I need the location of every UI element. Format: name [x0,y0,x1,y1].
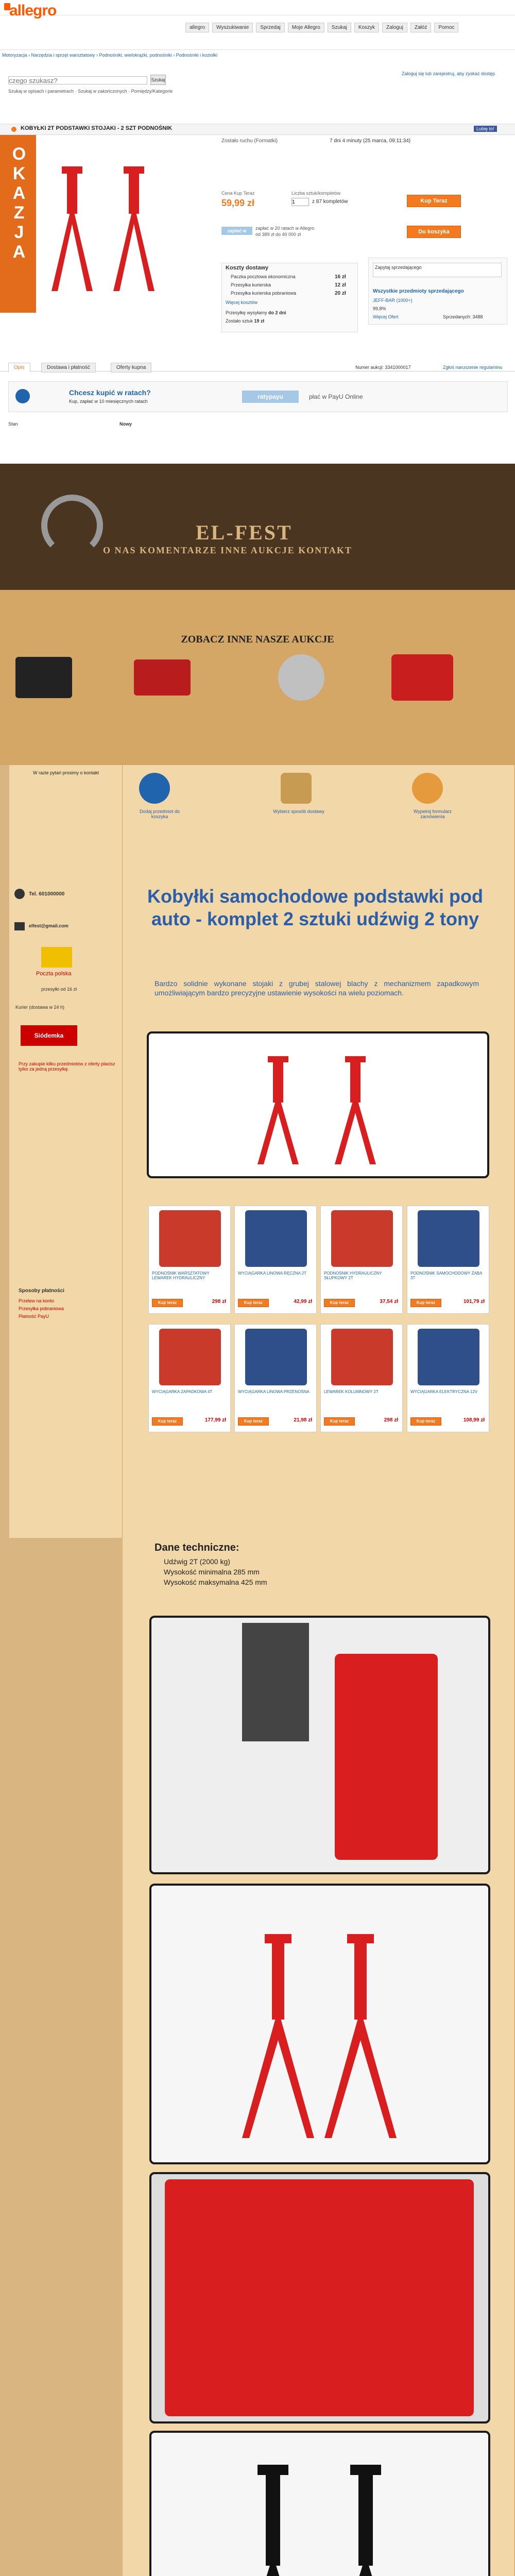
product-buy-button[interactable]: Kup teraz [152,1417,183,1426]
nav-help[interactable]: Pomoc [434,23,458,32]
product-card[interactable] [407,1206,489,1314]
payment-2: Przesyłka pobraniowa [19,1306,64,1311]
banner-title: EL-FEST [196,521,293,544]
search-options: Szukaj w opisach i parametrach · Szukaj w zakończonych · Pomiędzy/Kategorie [8,89,173,94]
poczta-note: przesyłki od 16 zł [41,987,77,992]
promo-sub: Kup, zapłać w 10 miesięcznych ratach [69,399,148,404]
banner-menu[interactable]: O NAS KOMENTARZE INNE AUKCJE KONTAKT [103,545,352,555]
product-image[interactable] [245,1329,307,1385]
search-opt2[interactable]: Szukaj w zakończonych [78,89,127,94]
seller-name[interactable]: JEFF-BAR (1000+) [373,298,413,303]
offer-dot-icon [11,127,16,132]
product-image[interactable] [418,1329,479,1385]
cart-step-icon [139,773,170,804]
product-image[interactable] [418,1210,479,1267]
jack-image[interactable] [134,659,191,696]
product-image[interactable] [331,1329,393,1385]
main-product-image[interactable] [41,142,170,296]
tech-title: Dane techniczne: [154,1542,239,1553]
step-2: Wybierz sposób dostawy [273,809,324,814]
product-buy-button[interactable]: Kup teraz [324,1417,355,1426]
like-button[interactable]: Lubię to! [474,126,497,132]
top-navigation [185,23,458,32]
time-left-note: Zostało ruchu (Formatki) [221,138,278,144]
polisher-image[interactable] [278,654,324,701]
tech-3: Wysokość maksymalna 425 mm [164,1578,267,1586]
shipping-price: 20 zł [335,291,346,296]
delivery-note [226,310,286,315]
product-buy-button[interactable]: Kup teraz [324,1299,355,1307]
nav-search2[interactable]: Szukaj [328,23,351,32]
shipping-notes: Przy zakupie kilku przedmiotów z oferty płacisz tylko za jedną przesyłkę. [19,1061,115,1072]
shipping-title: Koszty dostawy [226,265,269,271]
installments2: od 389 zł do 40 000 zł [255,232,301,237]
form-step-icon [412,773,443,804]
product-card[interactable] [148,1206,231,1314]
shipping-row [231,274,296,279]
product-card[interactable] [148,1324,231,1432]
okazja-label: OKAZJA [12,144,26,262]
tech-2: Wysokość minimalna 285 mm [164,1568,260,1576]
headline: Kobyłki samochodowe podstawki pod auto - komplet 2 sztuki udźwig 2 tony [147,886,484,929]
product-name[interactable]: PODNOŚNIK HYDRAULICZNY SŁUPKOWY 2T [324,1271,382,1280]
product-price: 177,99 zł [204,1417,226,1423]
nav-allegro[interactable]: allegro [185,23,209,32]
search-opt3[interactable]: Pomiędzy/Kategorie [131,89,173,94]
search-input[interactable] [8,76,147,84]
ratypayu-logo: ratypayu [242,391,299,403]
param-label: Stan [8,421,18,427]
product-card[interactable] [320,1206,403,1314]
offer-title: KOBYŁKI 2T PODSTAWKI STOJAKI - 2 SZT PODNOŚNIK [21,125,173,131]
seller-stock [226,318,264,324]
product-price: 37,54 zł [380,1299,398,1304]
product-buy-button[interactable]: Kup teraz [410,1417,441,1426]
phone-icon [14,889,25,899]
price-value: 59,99 zł [221,198,255,208]
add-to-cart-button[interactable]: Do koszyka [407,226,461,238]
product-price: 21,98 zł [294,1417,312,1423]
shipping-more-link[interactable]: Więcej kosztów [226,300,258,305]
login-note[interactable]: Zaloguj się lub zarejestruj, aby zyskać dostęp [402,71,495,76]
payment-1: Przelew na konto [19,1298,55,1303]
tab-delivery[interactable]: Dostawa i płatność [41,363,96,372]
charger-image[interactable] [391,654,453,701]
intro-text: Bardzo solidnie wykonane stojaki z grubej stalowej blachy z mechanizmem zapadkowym umożliwiającym bardzo precyzyjne ustawienie wysokości na wielu poziomach. [154,979,479,997]
promo-title: Chcesz kupić w ratach? [69,388,151,397]
qty-unit: z 87 kompletów [312,199,348,205]
product-price: 101,79 zł [463,1299,485,1304]
left-sidebar [9,765,123,1538]
poczta-polska-logo [41,947,72,968]
report-link[interactable]: Zgłoś naruszenie regulaminu [443,365,503,370]
product-price: 298 zł [212,1299,226,1304]
product-card[interactable] [320,1324,403,1432]
shipping-price: 16 zł [335,274,346,280]
top-header [0,0,515,15]
horseshoe-icon [41,495,103,556]
step-1: Dodaj przedmiot do koszyka [139,809,180,819]
promo-line: płać w PayU Online [309,393,363,400]
ask-seller-box[interactable]: Zapytaj sprzedającego [373,263,502,277]
tab-offers[interactable]: Oferty kupna [111,363,151,372]
auctions-title[interactable]: ZOBACZ INNE NASZE AUKCJE [181,634,334,645]
product-buy-button[interactable]: Kup teraz [410,1299,441,1307]
stock-count: 19 zł [254,318,265,324]
poczta-label: Poczta polska [36,971,72,977]
siodemka-logo: Siódemka [21,1025,77,1046]
divider [0,49,515,50]
seller-items-link[interactable]: Wszystkie przedmioty sprzedającego [373,289,464,294]
breadcrumb[interactable]: Motoryzacja › Narzędzia i sprzęt warsztatowy › Podnośniki, wielokrążki, podnośniki › Podnośniki i koziołki [2,53,218,58]
product-name[interactable]: WYCIĄGARKA LINOWA RĘCZNA 2T [238,1271,307,1276]
qty-input[interactable] [291,198,309,206]
other-offers-link[interactable]: Więcej Ofert [373,314,399,319]
shipping-name: Paczka pocztowa ekonomiczna [231,274,296,279]
payu-logo: zapłać w PayU [221,227,252,235]
delivery-label: Przesyłkę wysyłamy [226,310,267,315]
contact-title: W razie pytań prosimy o kontakt [32,770,99,775]
nav-cart[interactable]: Koszyk [354,23,379,32]
nav-login[interactable]: Zaloguj [382,23,407,32]
phone[interactable]: Tel. 601000000 [29,891,65,897]
product-price: 42,99 zł [294,1299,312,1304]
seller-rating: 99,8% [373,306,386,311]
product-buy-button[interactable]: Kup teraz [238,1417,269,1426]
toolset-image[interactable] [15,657,72,698]
product-buy-button[interactable]: Kup teraz [152,1299,183,1307]
promo-umbrella-icon [15,389,30,403]
shipping-name: Przesyłka kurierska [231,282,271,287]
email[interactable]: elfest@gmail.com [29,923,68,928]
jack-detail-image [165,2179,474,2416]
payment-3: Płatność PayU [19,1314,49,1319]
product-buy-button[interactable]: Kup teraz [238,1299,269,1307]
step-3: Wypełnij formularz zamówienia [414,809,452,819]
nav-search[interactable]: Wyszukiwanie [212,23,253,32]
jack-closeup-image [335,1654,438,1860]
qty-label: Liczba sztuk/kompletów [291,191,341,196]
installments[interactable]: zapłać w 20 ratach w Allegro [255,226,315,231]
product-image[interactable] [331,1210,393,1267]
product-image[interactable] [245,1210,307,1267]
ratchet-closeup-image [242,1623,309,1741]
box-step-icon [281,773,312,804]
product-card[interactable] [407,1324,489,1432]
param-value: Nowy [119,421,132,427]
product-name[interactable]: WYCIĄGARKA ZAPADKOWA 4T [152,1389,213,1394]
search-button[interactable]: Szukaj [150,75,166,85]
product-price: 298 zł [384,1417,398,1423]
tab-description[interactable]: Opis [8,363,30,372]
search-opt1[interactable]: Szukaj w opisach i parametrach [8,89,74,94]
mail-icon [14,922,25,930]
shipping-name: Przesyłka kurierska pobraniowa [231,291,297,296]
auction-number: Numer aukcji: 3341000017 [355,365,411,370]
product-photo-2[interactable] [149,1616,490,1874]
courier-label: Kurier (dostawa w 24 h) [15,1005,65,1010]
product-name[interactable]: WYCIĄGARKA LINOWA PRZENOŚNA [238,1389,310,1394]
jack-photo-3 [232,1906,407,2143]
shipping-price: 12 zł [335,282,346,288]
product-card[interactable] [234,1206,317,1314]
price-label: Cena Kup Teraz [221,191,255,196]
delivery-days: do 2 dni [268,310,286,315]
product-image[interactable] [159,1329,221,1385]
product-name[interactable]: WYCIĄGARKA ELEKTRYCZNA 12V [410,1389,478,1394]
product-card[interactable] [234,1324,317,1432]
allegro-logo[interactable]: allegro [9,2,57,19]
product-name[interactable]: PODNOŚNIK SAMOCHODOWY ŻABA 3T [410,1271,482,1280]
nav-my-allegro[interactable]: Moje Allegro [288,23,324,32]
nav-sell[interactable]: Sprzedaj [256,23,284,32]
buy-now-button[interactable]: Kup Teraz [407,195,461,207]
payments-title: Sposoby płatności [19,1288,64,1294]
jack-photo-5 [221,2452,417,2576]
sold-count: Sprzedanych: 3488 [443,314,483,319]
product-name[interactable]: PODNOŚNIK WARSZTATOWY LEWAREK HYDRAULICZNY [152,1271,210,1280]
stock-label: Zostało sztuk [226,318,253,324]
jack-photo-1 [242,1046,397,1170]
product-image[interactable] [159,1210,221,1267]
nav-register[interactable]: Załóż [410,23,431,32]
product-price: 108,99 zł [463,1417,485,1423]
time-left: 7 dni 4 minuty (25 marca, 09:11:34) [330,138,411,144]
tech-1: Udźwig 2T (2000 kg) [164,1557,230,1566]
product-name[interactable]: LEWAREK KOLUMNOWY 2T [324,1389,379,1394]
